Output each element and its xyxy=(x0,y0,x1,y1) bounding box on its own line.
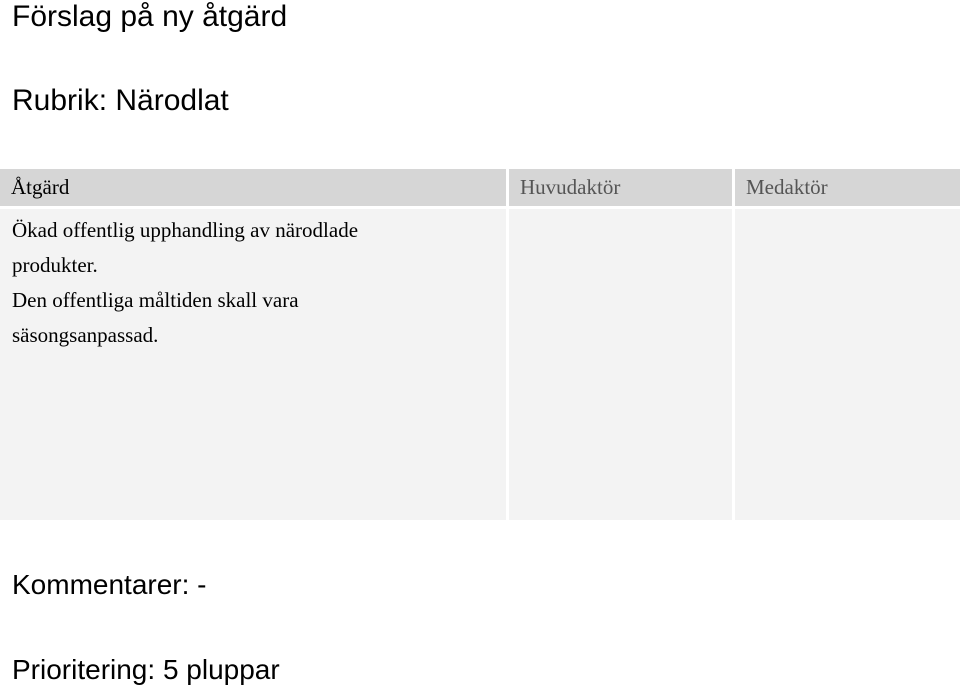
measure-line-2: Den offentliga måltiden skall vara säsongsanpassad. xyxy=(12,288,299,347)
co-actor-cell xyxy=(735,209,960,520)
priority-line: Prioritering: 5 pluppar xyxy=(12,654,280,685)
page-title: Förslag på ny åtgärd xyxy=(12,0,288,33)
header-measure: Åtgärd xyxy=(0,169,506,206)
measure-line-1: Ökad offentlig upphandling av närodlade produkter. xyxy=(12,218,359,277)
measure-table xyxy=(0,169,960,520)
header-main-actor: Huvudaktör xyxy=(509,169,732,206)
header-co-actor: Medaktör xyxy=(735,169,960,206)
rubrik-heading: Rubrik: Närodlat xyxy=(12,84,229,117)
comments-line: Kommentarer: - xyxy=(12,569,207,600)
main-actor-cell xyxy=(509,209,732,520)
measure-cell xyxy=(0,209,506,520)
